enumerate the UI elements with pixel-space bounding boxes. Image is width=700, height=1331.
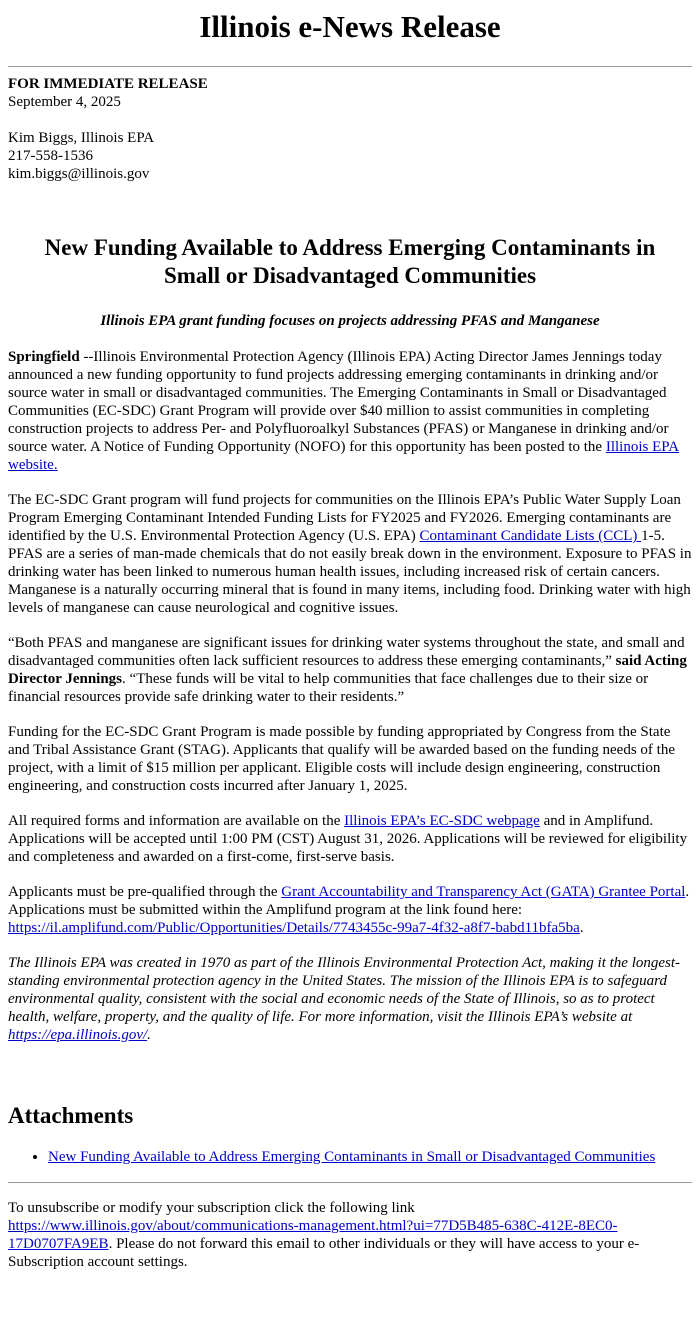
contact-name: Kim Biggs, Illinois EPA (8, 130, 155, 146)
paragraph-applicants-text-a: Applicants must be pre-qualified through the (8, 884, 282, 900)
header-divider (8, 66, 692, 67)
paragraph-quote (8, 634, 692, 706)
dateline: Springfield (8, 349, 80, 365)
release-header (8, 75, 692, 183)
footer-text-a: To unsubscribe or modify your subscription click the following link (8, 1200, 415, 1216)
headline: New Funding Available to Address Emerging Contaminants in Small or Disadvantaged Communities (44, 235, 656, 288)
attachments-list (8, 1148, 692, 1166)
footer-divider (8, 1182, 692, 1183)
paragraph-applicants (8, 883, 692, 937)
contact-phone: 217-558-1536 (8, 148, 93, 164)
unsubscribe-link[interactable]: https://www.illinois.gov/about/communications-management.html?ui=77D5B485-638C-412E-8EC0-17D0707FA9EB (8, 1218, 618, 1252)
footer-text-b: . Please do not forward this email to other individuals or they will have access to your e-Subscription account settings. (8, 1236, 640, 1270)
paragraph-program-text-a: The EC-SDC Grant program will fund projects for communities on the Illinois EPA’s Public Water Supply Loan Program Emerging Contaminant Intended Funding Lists for FY2025 and FY2026. Emerging contaminants are identified by the U.S. Environmental Protection Agency (U.S. EPA) (8, 492, 681, 544)
epa-website-link[interactable]: https://epa.illinois.gov/ (8, 1027, 148, 1043)
paragraph-forms-text-b: and in Amplifund. Applications will be accepted until 1:00 PM (CST) August 31, 2026. Applications will be reviewed for eligibility and completeness and awarded on a first-come, first-serve basis. (8, 813, 688, 865)
attachment-link[interactable]: New Funding Available to Address Emerging Contaminants in Small or Disadvantaged Communities (48, 1149, 656, 1165)
release-label: FOR IMMEDIATE RELEASE (8, 76, 208, 92)
contact-email: kim.biggs@illinois.gov (8, 166, 150, 182)
amplifund-link[interactable]: https://il.amplifund.com/Public/Opportunities/Details/7743455c-99a7-4f32-a8f7-babd11bfa5ba (8, 920, 580, 936)
paragraph-applicants-text-b: . Applications must be submitted within the Amplifund program at the link found here: (8, 884, 690, 918)
paragraph-about-end: . (147, 1027, 151, 1043)
ec-sdc-webpage-link[interactable]: Illinois EPA’s EC-SDC webpage (344, 813, 540, 829)
paragraph-intro-text: --Illinois Environmental Protection Agency (Illinois EPA) Acting Director James Jennings today announced a new funding opportunity to fund projects addressing emerging contaminants in drinking and/or source water in small or disadvantaged communities. The Emerging Contaminants in Small or Disadvantaged Communities (EC-SDC) Grant Program will provide over $40 million to assist communities in completing construction projects to address Per- and Polyfluoroalkyl Substances (PFAS) or Manganese in drinking and/or source water. A Notice of Funding Opportunity (NOFO) for this opportunity has been posted to the (8, 349, 669, 455)
attachment-item (48, 1148, 692, 1166)
quote-attribution: said Acting Director Jennings (8, 653, 687, 687)
unsubscribe-footer (8, 1199, 692, 1271)
attachments-heading: Attachments (8, 1103, 134, 1128)
illinois-epa-website-link[interactable]: Illinois EPA website. (8, 439, 680, 473)
paragraph-program-text-b: 1-5. PFAS are a series of man-made chemicals that do not easily break down in the environment. Exposure to PFAS in drinking water has been linked to numerous human health issues, including increased risk of certain cancers. Manganese is a naturally occurring mineral that is found in many items, including food. Drinking water with high levels of manganese can cause neurological and cognitive issues. (8, 528, 692, 616)
gata-portal-link[interactable]: Grant Accountability and Transparency Act (GATA) Grantee Portal (281, 884, 686, 900)
paragraph-applicants-text-c: . (579, 920, 584, 936)
paragraph-forms-text-a: All required forms and information are available on the (8, 813, 345, 829)
paragraph-quote-text-b: . “These funds will be vital to help communities that face challenges due to their size or financial resources provide safe drinking water to their residents.” (8, 671, 649, 705)
paragraph-quote-text-a: “Both PFAS and manganese are significant issues for drinking water systems throughout the state, and small and disadvantaged communities often lack sufficient resources to address these emerging contaminants,” (8, 635, 685, 669)
paragraph-funding: Funding for the EC-SDC Grant Program is made possible by funding appropriated by Congress from the State and Tribal Assistance Grant (STAG). Applicants that qualify will be awarded based on the funding needs of the project, with a limit of $15 million per applicant. Eligible costs will include design engineering, construction engineering, and construction costs incurred after January 1, 2025. (8, 724, 675, 794)
ccl-link[interactable]: Contaminant Candidate Lists (CCL) (419, 528, 642, 544)
paragraph-about-text: The Illinois EPA was created in 1970 as part of the Illinois Environmental Protection Act, making it the longest-standing environmental protection agency in the United States. The mission of the Illinois EPA is to safeguard environmental quality, consistent with the social and economic needs of the State of Illinois, so as to protect health, welfare, property, and the quality of life. For more information, visit the Illinois EPA’s website at (8, 955, 681, 1025)
paragraph-intro (8, 348, 692, 474)
release-date: September 4, 2025 (8, 94, 121, 110)
subheadline: Illinois EPA grant funding focuses on projects addressing PFAS and Manganese (100, 313, 600, 329)
site-title: Illinois e-News Release (199, 9, 501, 44)
paragraph-program (8, 491, 692, 617)
paragraph-forms (8, 812, 692, 866)
paragraph-about (8, 954, 692, 1044)
